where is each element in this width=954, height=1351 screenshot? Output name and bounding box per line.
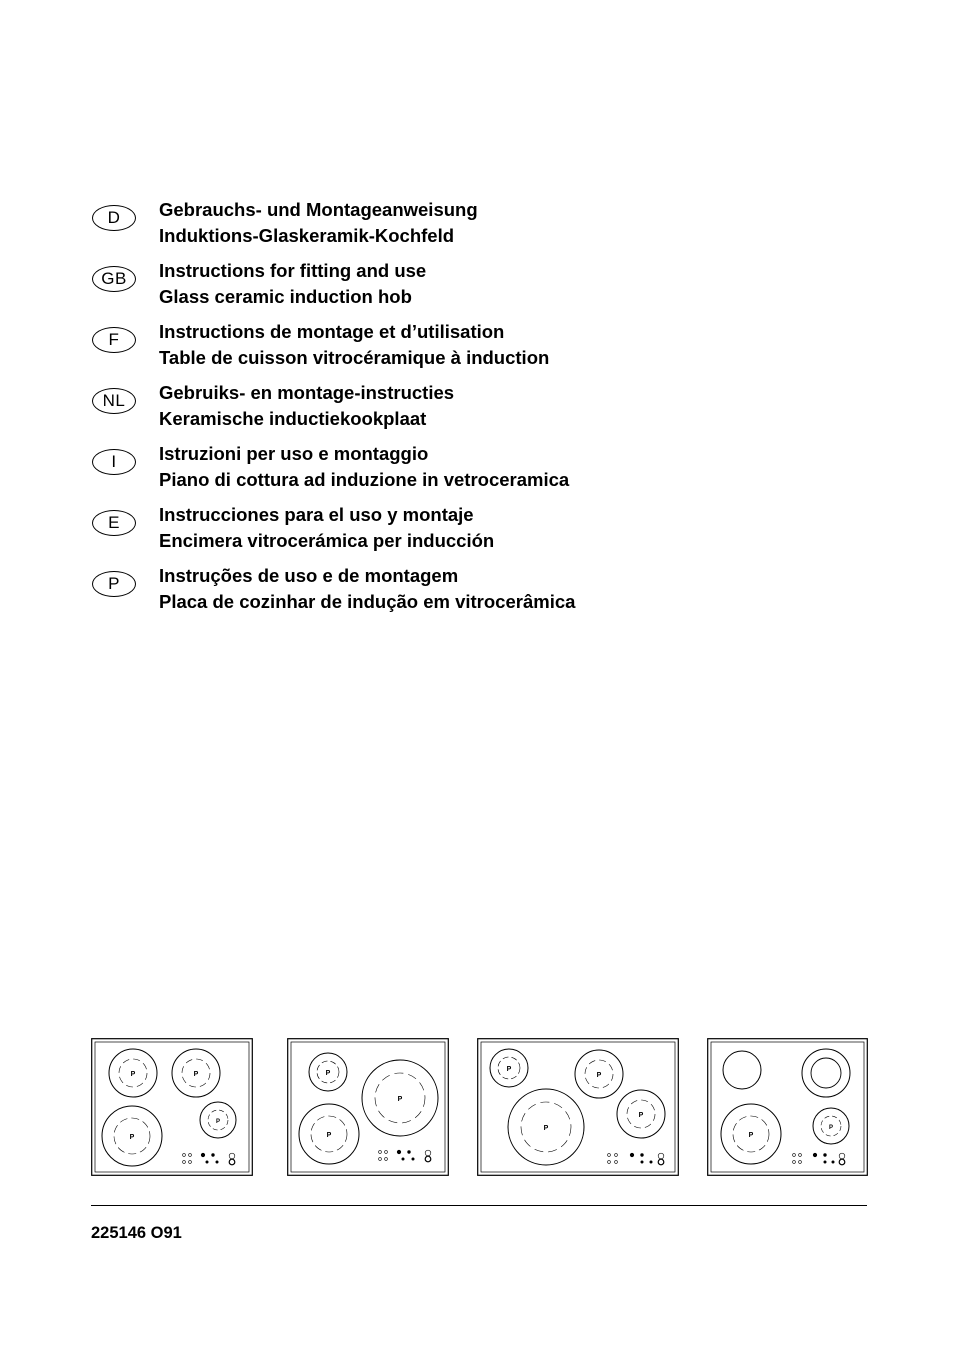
hob-illustration-3 — [477, 1038, 679, 1176]
product-title: Table de cuisson vitrocéramique à induction — [159, 346, 550, 368]
product-title: Placa de cozinhar de indução em vitrocerâmica — [159, 590, 576, 612]
product-title: Keramische inductiekookplaat — [159, 407, 427, 429]
cooking-zone — [723, 1051, 761, 1089]
cooking-zone — [102, 1106, 162, 1166]
language-titles — [159, 441, 569, 492]
manual-title: Gebrauchs- und Montageanweisung — [159, 199, 478, 220]
cooking-zone — [575, 1050, 623, 1098]
language-titles — [159, 319, 549, 370]
language-titles — [159, 197, 478, 248]
product-title: Glass ceramic induction hob — [159, 285, 412, 307]
cooking-zone — [109, 1049, 157, 1097]
zone-label: P — [129, 1134, 135, 1141]
zone-label: P — [596, 1072, 602, 1079]
language-titles — [159, 502, 494, 553]
zone-label: P — [638, 1112, 644, 1119]
language-entry-gb — [92, 260, 812, 318]
zone-label: P — [193, 1071, 199, 1078]
language-entry-f — [92, 321, 812, 379]
manual-title: Instructions de montage et d’utilisation — [159, 321, 505, 342]
cooking-zone — [309, 1053, 347, 1091]
manual-title: Istruzioni per uso e montaggio — [159, 443, 429, 464]
language-entry-i — [92, 443, 812, 501]
zone-label: P — [215, 1119, 221, 1125]
language-titles — [159, 380, 454, 431]
language-badge: E — [92, 510, 136, 536]
cooking-zone — [299, 1104, 359, 1164]
cooking-zone — [508, 1089, 584, 1165]
zone-label: P — [543, 1125, 549, 1132]
language-badge: D — [92, 205, 136, 231]
control-panel — [183, 1153, 235, 1165]
cooking-zone — [490, 1049, 528, 1087]
product-title: Piano di cottura ad induzione in vetroceramica — [159, 468, 570, 490]
cooking-zone — [721, 1104, 781, 1164]
zone-label: P — [325, 1070, 331, 1077]
hob-illustration-1 — [91, 1038, 253, 1176]
zone-label: P — [506, 1066, 512, 1073]
language-entry-d — [92, 199, 812, 257]
zone-label: P — [130, 1071, 136, 1078]
language-badge: GB — [92, 266, 136, 292]
cooking-zone — [200, 1102, 236, 1138]
manual-title: Instrucciones para el uso y montaje — [159, 504, 474, 525]
manual-title: Instructions for fitting and use — [159, 260, 427, 281]
product-title: Encimera vitrocerámica per inducción — [159, 529, 495, 551]
control-panel — [608, 1153, 664, 1165]
product-title: Induktions-Glaskeramik-Kochfeld — [159, 224, 455, 246]
zone-label: P — [748, 1132, 754, 1139]
control-panel — [379, 1150, 431, 1162]
document-code: 225146 O91 — [91, 1224, 182, 1242]
language-entry-p — [92, 565, 812, 623]
language-titles — [159, 563, 575, 614]
language-badge: NL — [92, 388, 136, 414]
language-titles — [159, 258, 426, 309]
footer-divider — [91, 1205, 867, 1206]
control-panel — [793, 1153, 845, 1165]
cooking-zone — [172, 1049, 220, 1097]
language-badge: I — [92, 449, 136, 475]
zone-label: P — [326, 1132, 332, 1139]
language-badge: P — [92, 571, 136, 597]
manual-title: Gebruiks- en montage-instructies — [159, 382, 455, 403]
hob-illustration-2 — [287, 1038, 449, 1176]
cooking-zone — [362, 1060, 438, 1136]
language-entry-e — [92, 504, 812, 562]
cooking-zone — [813, 1108, 849, 1144]
zone-label: P — [828, 1125, 834, 1131]
hob-illustration-4 — [707, 1038, 868, 1176]
zone-label: P — [397, 1096, 403, 1103]
language-badge: F — [92, 327, 136, 353]
language-entry-nl — [92, 382, 812, 440]
manual-title: Instruções de uso e de montagem — [159, 565, 459, 586]
cooking-zone — [617, 1090, 665, 1138]
cooking-zone — [802, 1049, 850, 1097]
